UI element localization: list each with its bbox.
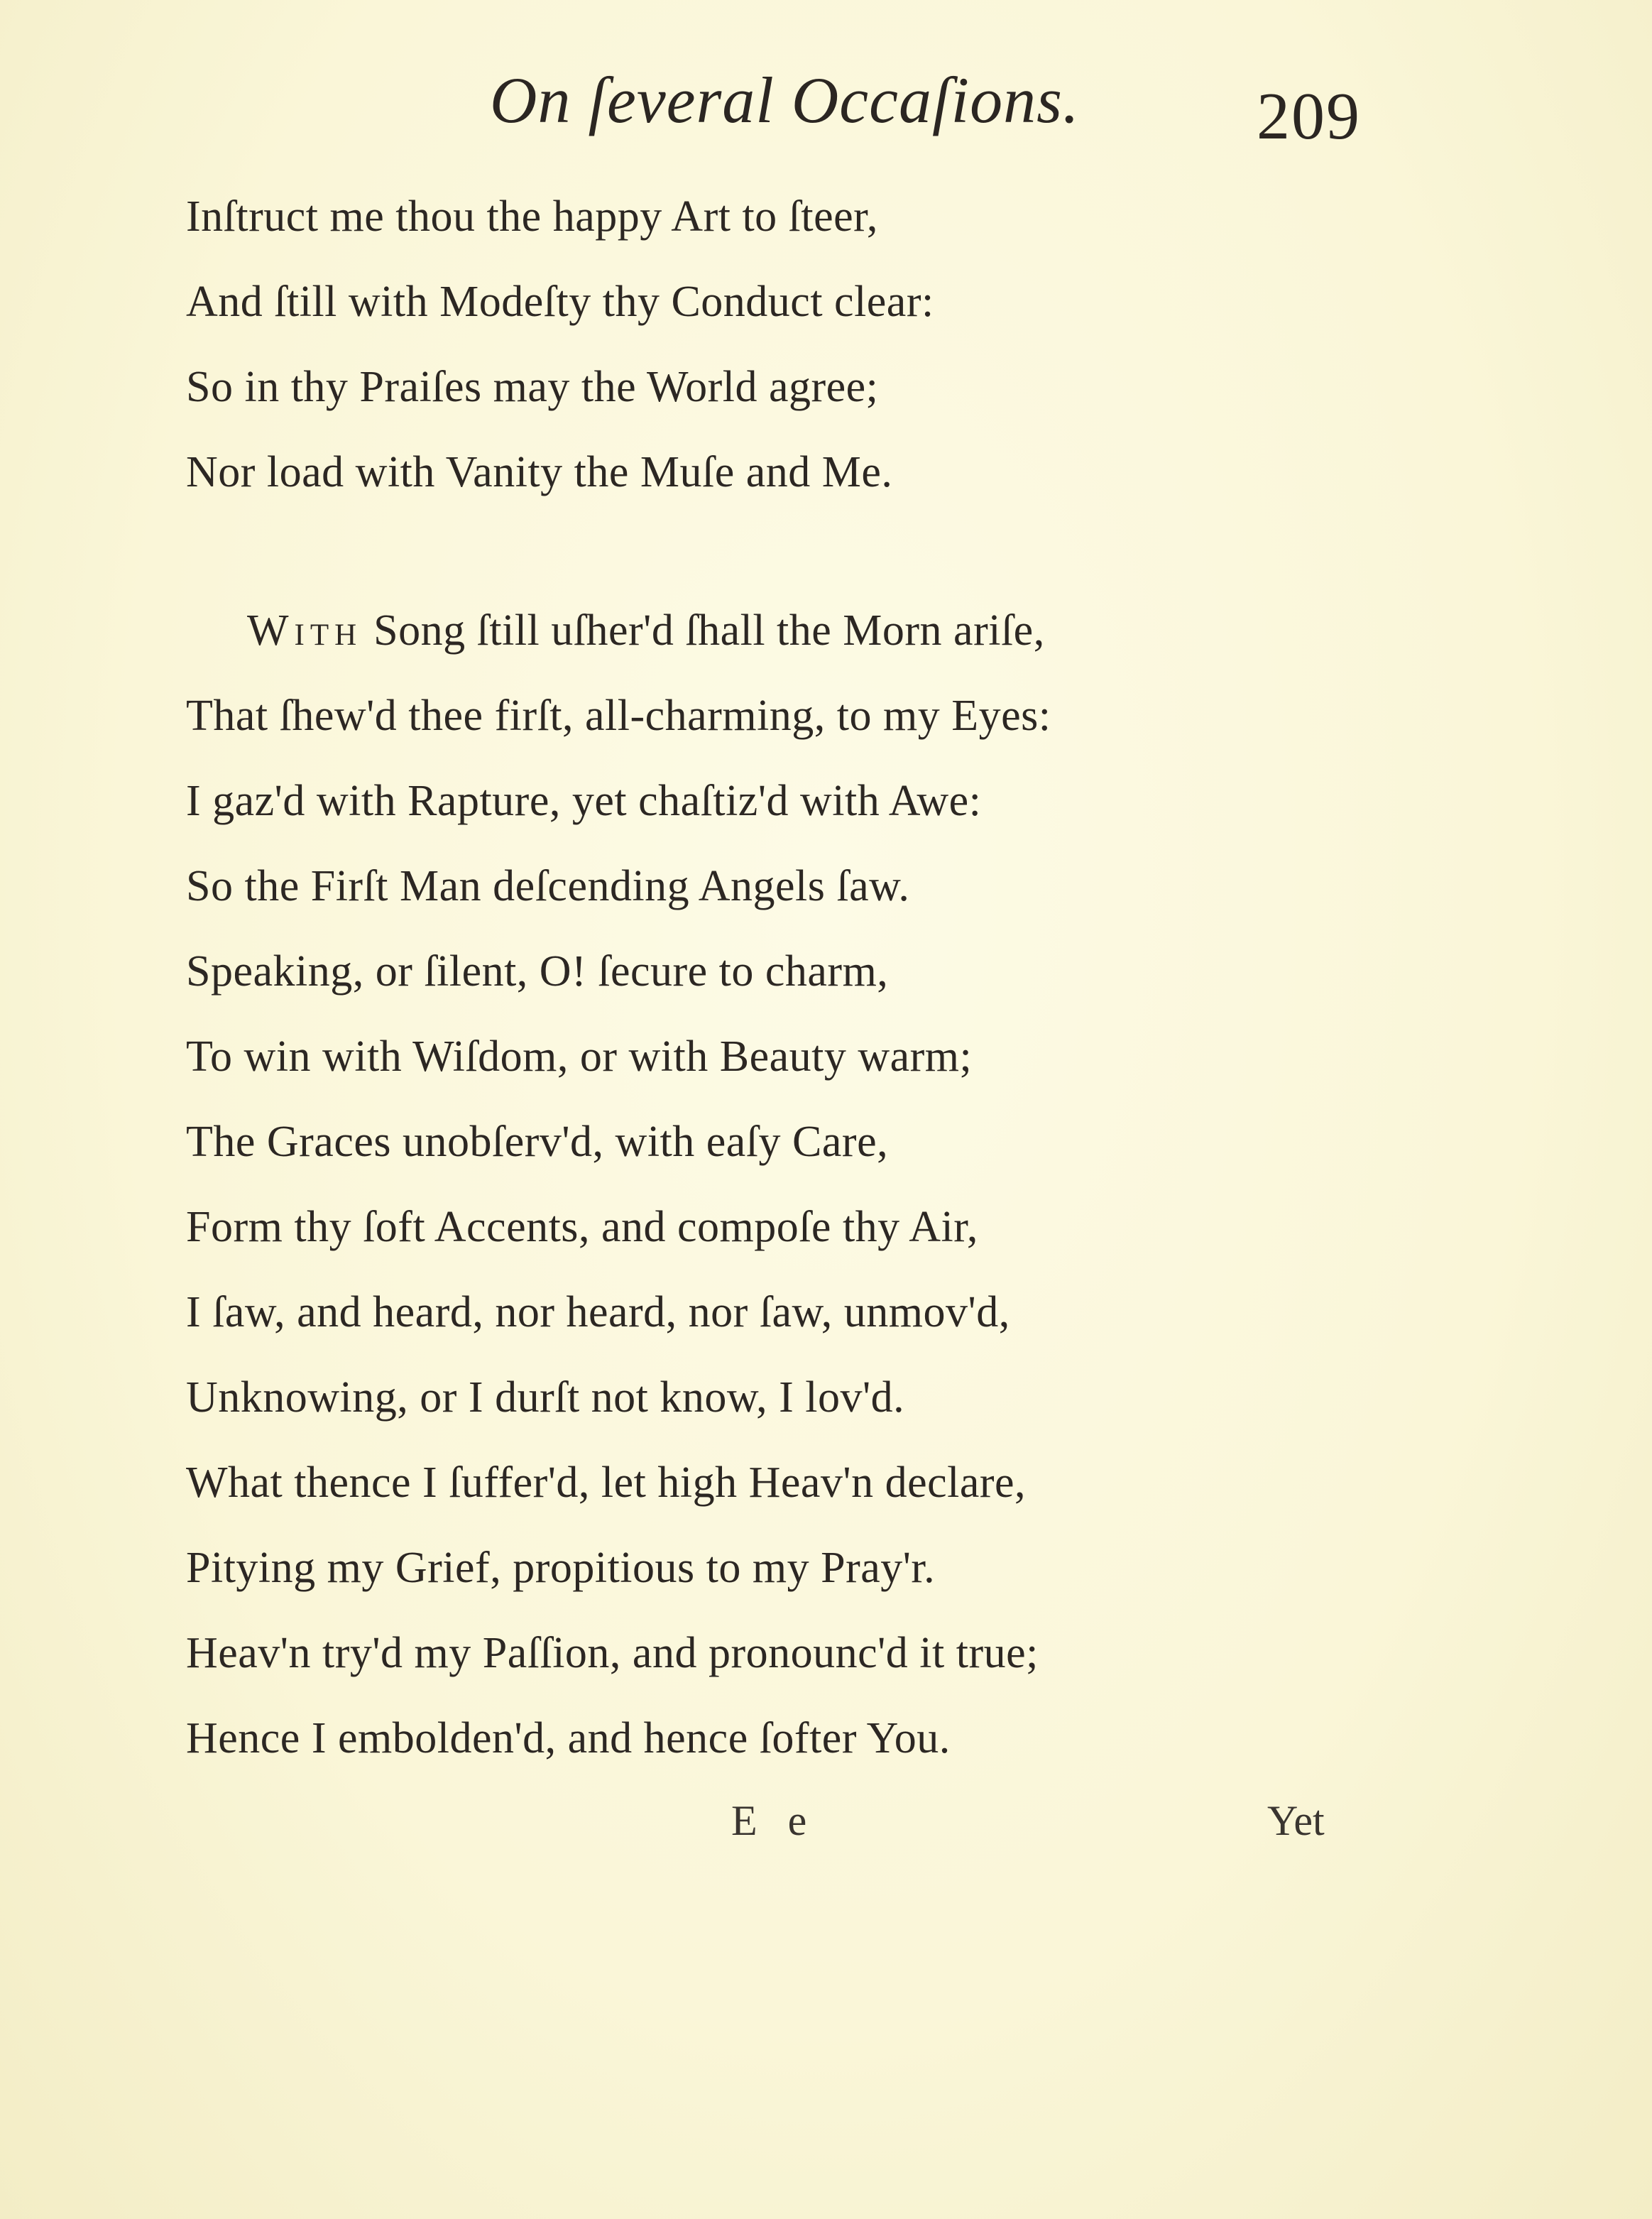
- verse-line: Nor load with Vanity the Muſe and Me.: [186, 448, 893, 496]
- first-line-text: Song ſtill uſher'd ſhall the Morn ariſe,: [362, 606, 1045, 655]
- verse-line: Inſtruct me thou the happy Art to ſteer,: [186, 192, 878, 241]
- verse-line: Form thy ſoft Accents, and compoſe thy Air,: [186, 1203, 978, 1251]
- verse-line: To win with Wiſdom, or with Beauty warm;: [186, 1032, 973, 1081]
- verse-line: Hence I embolden'd, and hence ſofter You.: [186, 1714, 951, 1762]
- verse-line: I gaz'd with Rapture, yet chaſtiz'd with Awe:: [186, 777, 982, 825]
- verse-line: Pitying my Grief, propitious to my Pray'r.: [186, 1544, 936, 1592]
- catchword: Yet: [1267, 1797, 1325, 1844]
- verse-line: So in thy Praiſes may the World agree;: [186, 363, 879, 411]
- verse-line: Speaking, or ſilent, O! ſecure to charm,: [186, 947, 889, 996]
- verse-line: Heav'n try'd my Paſſion, and pronounc'd it true;: [186, 1629, 1039, 1677]
- verse-line-first: [186, 588, 1051, 673]
- page-number: 209: [1257, 80, 1361, 153]
- stanza-2: [186, 588, 1051, 1781]
- verse-line: Unknowing, or I durſt not know, I lov'd.: [186, 1373, 905, 1422]
- verse-line: What thence I ſuffer'd, let high Heav'n declare,: [186, 1459, 1027, 1507]
- verse-line: The Graces unobſerv'd, with eaſy Care,: [186, 1118, 889, 1166]
- verse-line: I ſaw, and heard, nor heard, nor ſaw, unmov'd,: [186, 1288, 1010, 1336]
- verse-line: That ſhew'd thee firſt, all-charming, to my Eyes:: [186, 692, 1051, 740]
- opening-small-caps: With: [247, 606, 363, 655]
- stanza-1: [186, 174, 934, 515]
- verse-line: So the Firſt Man deſcending Angels ſaw.: [186, 862, 910, 910]
- signature-mark: E e: [731, 1797, 817, 1844]
- running-head: On ſeveral Occaſions.: [490, 64, 1080, 136]
- verse-line: And ſtill with Modeſty thy Conduct clear:: [186, 278, 934, 326]
